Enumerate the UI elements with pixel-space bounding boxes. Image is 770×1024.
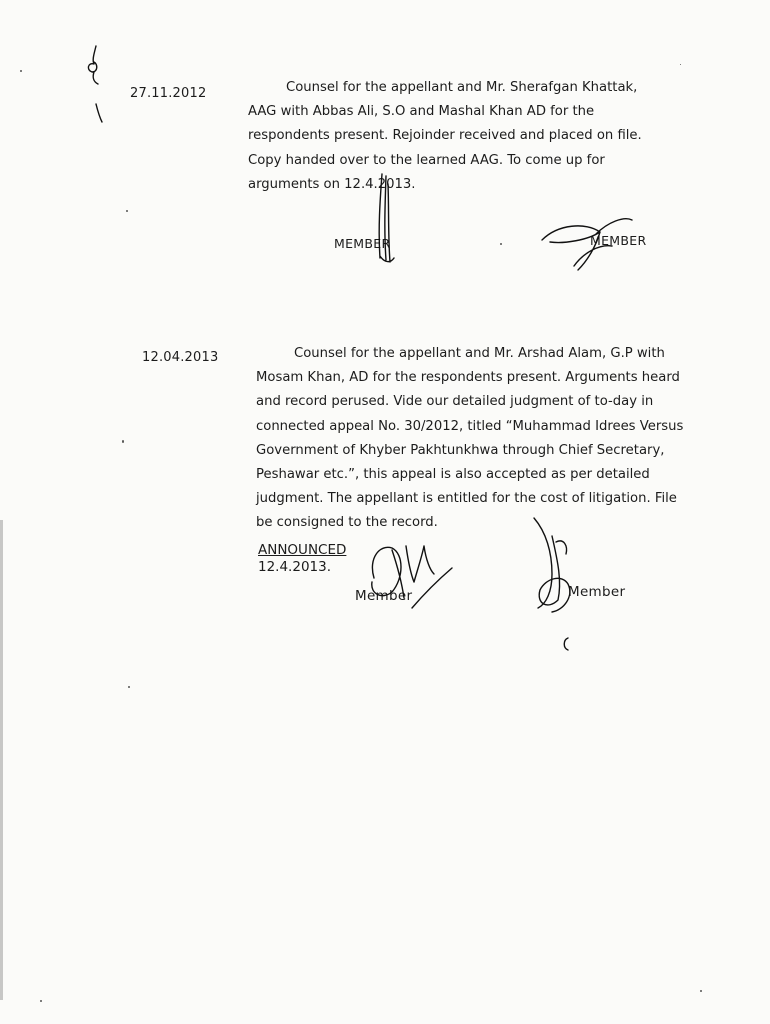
scan-edge-shadow: [0, 520, 3, 1000]
entry-2-line: Mosam Khan, AD for the respondents present. Arguments heard: [256, 370, 680, 386]
entry-2-line: Government of Khyber Pakhtunkhwa through Chief Secretary,: [256, 442, 665, 458]
entry-2-line: be consigned to the record.: [256, 515, 438, 531]
entry-1-line: arguments on 12.4.2013.: [248, 176, 416, 192]
entry-2-line: Counsel for the appellant and Mr. Arshad Alam, G.P with: [294, 346, 665, 361]
scan-speck: [680, 64, 681, 65]
signature-stroke-1: [368, 170, 408, 270]
scan-speck: [500, 243, 502, 245]
entry-2-line: Peshawar etc.”, this appeal is also accepted as per detailed: [256, 467, 650, 483]
entry-2-line: connected appeal No. 30/2012, titled “Muhammad Idrees Versus: [256, 418, 684, 434]
entry-2-line: judgment. The appellant is entitled for the cost of litigation. File: [256, 491, 677, 507]
entry-2-member-label-right: Member: [568, 584, 626, 600]
entry-1-line: Copy handed over to the learned AAG. To come up for: [248, 152, 605, 168]
entry-1-member-label-left: MEMBER: [334, 236, 391, 251]
entry-2-line: and record perused. Vide our detailed judgment of to-day in: [256, 394, 654, 410]
margin-mark: [80, 44, 110, 124]
scan-speck: [128, 686, 130, 688]
entry-1-line: respondents present. Rejoinder received and placed on file.: [248, 128, 642, 144]
announced-date: 12.4.2013.: [258, 559, 331, 575]
entry-1-member-label-right: MEMBER: [590, 233, 647, 248]
entry-1-text: [248, 76, 678, 197]
scan-speck: [700, 990, 702, 992]
stray-mark: [560, 636, 576, 652]
signature-stroke-2: [538, 214, 638, 274]
scan-speck: [40, 1000, 42, 1002]
announced-label: ANNOUNCED: [258, 542, 347, 558]
entry-2-member-label-left: Member: [355, 588, 413, 604]
scan-speck: [20, 70, 22, 72]
entry-2-text: [256, 342, 692, 536]
entry-1-date: 27.11.2012: [130, 86, 207, 101]
entry-2-date: 12.04.2013: [142, 350, 219, 365]
entry-1-line: Counsel for the appellant and Mr. Sherafgan Khattak,: [286, 80, 638, 95]
signature-stroke-3: [362, 538, 462, 612]
announced-block: [258, 542, 346, 576]
scan-speck: [126, 210, 128, 212]
signature-stroke-4: [528, 512, 588, 622]
entry-1-line: AAG with Abbas Ali, S.O and Mashal Khan AD for the: [248, 104, 595, 120]
scan-speck: [122, 440, 124, 443]
